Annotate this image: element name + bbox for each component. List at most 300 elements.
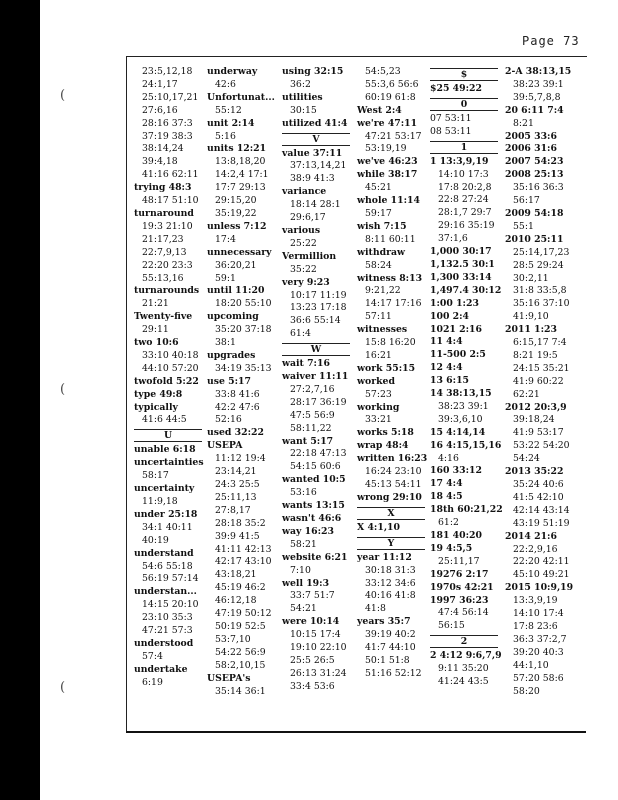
index-entry-continuation: 22:20 42:11 xyxy=(513,556,570,568)
index-entry-continuation: 39:5,7,8,8 xyxy=(513,91,561,103)
index-entry-continuation: 58:17 xyxy=(142,470,169,482)
index-entry-continuation: 35:16 36:3 xyxy=(513,182,564,194)
index-entry-continuation: 41:6 44:5 xyxy=(142,414,187,426)
index-entry-continuation: 56:19 57:14 xyxy=(142,573,199,585)
index-entry-continuation: 61:4 xyxy=(290,328,311,340)
index-entry-continuation: 19:10 22:10 xyxy=(290,642,347,654)
index-term: upcoming xyxy=(207,311,259,323)
index-term: 11 4:4 xyxy=(430,336,463,348)
index-entry-continuation: 57:11 xyxy=(365,311,392,323)
index-entry-continuation: 7:10 xyxy=(290,564,311,576)
index-entry-continuation: 8:21 xyxy=(513,117,534,129)
index-entry-continuation: 31:8 33:5,8 xyxy=(513,285,567,297)
index-entry-continuation: 52:16 xyxy=(215,414,242,426)
index-entry-continuation: 39:18,24 xyxy=(513,414,555,426)
index-term: 13 6:15 xyxy=(430,375,470,387)
index-entry-continuation: 56:17 xyxy=(513,195,540,207)
index-term: 2007 54:23 xyxy=(505,156,564,168)
index-term: wrong 29:10 xyxy=(357,491,422,503)
index-entry-continuation: 47:21 57:3 xyxy=(142,625,193,637)
index-entry-continuation: 21:17,23 xyxy=(142,233,184,245)
index-term: we're 47:11 xyxy=(357,117,418,129)
index-term: wait 7:16 xyxy=(282,358,330,370)
index-term: withdraw xyxy=(357,246,406,258)
index-term: USEPA xyxy=(207,440,243,452)
index-column xyxy=(282,66,354,694)
index-entry-continuation: 42:14 43:14 xyxy=(513,504,570,516)
index-entry-continuation: 41:9 60:22 xyxy=(513,375,564,387)
index-entry-continuation: 53:22 54:20 xyxy=(513,440,570,452)
index-entry-continuation: 10:15 17:4 xyxy=(290,629,341,641)
index-term: 2 4:12 9:6,7,9 xyxy=(430,650,502,662)
index-term: 17 4:4 xyxy=(430,478,463,490)
index-entry-continuation: 47:19 50:12 xyxy=(215,608,272,620)
index-entry-continuation: 36:3 37:2,7 xyxy=(513,633,567,645)
index-entry-continuation: 24:1,17 xyxy=(142,78,178,90)
index-entry-continuation: 26:13 31:24 xyxy=(290,667,347,679)
index-entry-continuation: 33:21 xyxy=(365,414,392,426)
index-entry-continuation: 21:21 xyxy=(142,298,169,310)
index-entry-continuation: 13:3,9,19 xyxy=(513,595,558,607)
index-entry-continuation: 33:10 40:18 xyxy=(142,349,199,361)
index-entry-continuation: 36:6 55:14 xyxy=(290,315,341,327)
index-entry-continuation: 47:4 56:14 xyxy=(438,607,489,619)
index-entry-continuation: 40:16 41:8 xyxy=(365,590,416,602)
index-entry-continuation: 41:5 42:10 xyxy=(513,491,564,503)
index-entry-continuation: 33:12 34:6 xyxy=(365,577,416,589)
index-entry-continuation: 22:8 27:24 xyxy=(438,194,489,206)
index-term: 2012 20:3,9 xyxy=(505,401,567,413)
index-term: 14 38:13,15 xyxy=(430,388,492,400)
index-entry-continuation: 39:20 40:3 xyxy=(513,646,564,658)
index-entry-continuation: 27:8,17 xyxy=(215,504,251,516)
index-entry-continuation: 33:7 51:7 xyxy=(290,590,335,602)
index-term: undertake xyxy=(134,663,188,675)
index-entry-continuation: 6:15,17 7:4 xyxy=(513,337,567,349)
index-term: 2009 54:18 xyxy=(505,207,564,219)
index-entry-continuation: 38:23 39:1 xyxy=(438,400,489,412)
index-section-header: 2 xyxy=(430,635,498,648)
index-section-header: 0 xyxy=(430,98,498,111)
index-term: 1 13:3,9,19 xyxy=(430,155,489,167)
index-term: unless 7:12 xyxy=(207,220,267,232)
index-entry-continuation: 43:19 51:19 xyxy=(513,517,570,529)
index-term: 2010 25:11 xyxy=(505,233,564,245)
index-entry-continuation: 54:6 55:18 xyxy=(142,560,193,572)
index-column xyxy=(134,66,206,690)
index-term: way 16:23 xyxy=(282,525,334,537)
index-term: utilized 41:4 xyxy=(282,117,348,129)
index-term: 1,132.5 30:1 xyxy=(430,258,495,270)
index-entry-continuation: 9:11 35:20 xyxy=(438,663,489,675)
index-term: units 12:21 xyxy=(207,143,267,155)
index-entry-continuation: 41:9,10 xyxy=(513,311,549,323)
index-entry-continuation: 41:11 42:13 xyxy=(215,543,272,555)
index-term: 2006 31:6 xyxy=(505,143,557,155)
index-entry-continuation: 25:5 26:5 xyxy=(290,654,335,666)
index-entry-continuation: 37:19 38:3 xyxy=(142,130,193,142)
index-term: upgrades xyxy=(207,349,256,361)
index-entry-continuation: 41:24 43:5 xyxy=(438,676,489,688)
index-entry-continuation: 61:2 xyxy=(438,517,459,529)
index-entry-continuation: 35:20 37:18 xyxy=(215,324,272,336)
index-entry-continuation: 29:16 35:19 xyxy=(438,220,495,232)
index-entry-continuation: 59:17 xyxy=(365,207,392,219)
index-entry-continuation: 42:17 43:10 xyxy=(215,556,272,568)
index-entry-continuation: 14:2,4 17:1 xyxy=(215,169,269,181)
index-entry-continuation: 25:11,17 xyxy=(438,555,480,567)
index-entry: 07 53:11 xyxy=(430,112,472,124)
index-term: waiver 11:11 xyxy=(282,371,349,383)
index-term: Twenty-five xyxy=(134,311,193,323)
index-entry-continuation: 17:8 20:2,8 xyxy=(438,181,492,193)
index-entry-continuation: 25:14,17,23 xyxy=(513,246,570,258)
index-term: 19 4:5,5 xyxy=(430,542,473,554)
index-term: understood xyxy=(134,637,194,649)
index-entry-continuation: 13:8,18,20 xyxy=(215,156,266,168)
index-term: Vermillion xyxy=(282,250,337,262)
index-entry-continuation: 40:19 xyxy=(142,534,169,546)
index-entry-continuation: 22:7,9,13 xyxy=(142,246,187,258)
index-term: various xyxy=(282,224,321,236)
index-entry-continuation: 55:12 xyxy=(215,104,242,116)
index-entry-continuation: 43:18,21 xyxy=(215,569,257,581)
index-entry-continuation: 17:8 23:6 xyxy=(513,620,558,632)
index-entry-continuation: 33:4 53:6 xyxy=(290,680,335,692)
index-entry-continuation: 27:6,16 xyxy=(142,104,178,116)
index-entry-continuation: 58:2,10,15 xyxy=(215,659,266,671)
index-entry-continuation: 23:5,12,18 xyxy=(142,66,193,77)
index-term: underway xyxy=(207,66,258,77)
index-term: unit 2:14 xyxy=(207,117,255,129)
index-entry-continuation: 37:1,6 xyxy=(438,233,468,245)
index-entry-continuation: 14:10 17:4 xyxy=(513,608,564,620)
index-entry-continuation: 14:17 17:16 xyxy=(365,298,422,310)
index-entry-continuation: 54:24 xyxy=(513,453,540,465)
index-entry-continuation: 58:24 xyxy=(365,259,392,271)
index-entry-continuation: 53:16 xyxy=(290,487,317,499)
index-entry-continuation: 29:15,20 xyxy=(215,195,257,207)
index-entry-continuation: 30:2,11 xyxy=(513,272,549,284)
index-entry-continuation: 9:21,22 xyxy=(365,285,401,297)
index-entry-continuation: 14:10 17:3 xyxy=(438,168,489,180)
bottom-rule xyxy=(126,731,586,733)
index-entry-continuation: 55:13,16 xyxy=(142,272,184,284)
index-entry-continuation: 6:19 xyxy=(142,676,163,688)
index-entry-continuation: 10:17 11:19 xyxy=(290,289,347,301)
index-term: 2013 35:22 xyxy=(505,466,564,478)
index-entry-continuation: 28:17 36:19 xyxy=(290,396,347,408)
index-entry-continuation: 41:7 44:10 xyxy=(365,642,416,654)
index-entry-continuation: 39:9 41:5 xyxy=(215,530,260,542)
index-term: utilities xyxy=(282,91,323,103)
index-entry-continuation: 41:8 xyxy=(365,603,386,615)
index-section-header: V xyxy=(282,133,350,146)
index-term: very 9:23 xyxy=(282,276,330,288)
index-term: were 10:14 xyxy=(282,616,340,628)
index-entry-continuation: 37:13,14,21 xyxy=(290,160,347,172)
index-column xyxy=(505,66,577,698)
index-term: work 55:15 xyxy=(357,362,416,374)
index-entry-continuation: 39:19 40:2 xyxy=(365,629,416,641)
index-term: wasn't 46:6 xyxy=(282,513,342,524)
index-section-header: X xyxy=(357,507,425,520)
index-term: while 38:17 xyxy=(357,169,418,181)
index-term: want 5:17 xyxy=(282,435,334,447)
binder-hole-mark: ( xyxy=(60,382,66,397)
index-entry-continuation: 36:2 xyxy=(290,78,311,90)
index-entry-continuation: 45:13 54:11 xyxy=(365,479,422,490)
index-entry-continuation: 16:21 xyxy=(365,349,392,361)
index-entry-continuation: 33:8 41:6 xyxy=(215,388,260,400)
index-term: understan... xyxy=(134,586,197,598)
index-entry-continuation: 23:14,21 xyxy=(215,466,257,478)
index-term: year 11:12 xyxy=(357,551,412,563)
index-term: until 11:20 xyxy=(207,285,265,297)
index-entry-continuation: 56:15 xyxy=(438,620,465,632)
index-term: understand xyxy=(134,547,194,559)
index-entry-continuation: 17:4 xyxy=(215,233,236,245)
index-entry-continuation: 30:18 31:3 xyxy=(365,564,416,576)
index-term: value 37:11 xyxy=(282,147,343,159)
index-term: whole 11:14 xyxy=(357,195,420,207)
index-entry-continuation: 50:19 52:5 xyxy=(215,620,266,632)
index-entry-continuation: 35:22 xyxy=(290,263,317,275)
index-entry: 08 53:11 xyxy=(430,125,472,137)
index-entry-continuation: 44:10 57:20 xyxy=(142,362,199,374)
index-section-header: W xyxy=(282,343,350,356)
binder-edge xyxy=(0,0,40,800)
index-term: works 5:18 xyxy=(357,427,414,439)
index-term: variance xyxy=(282,186,327,198)
index-term: 20 6:11 7:4 xyxy=(505,104,564,116)
index-entry-continuation: 45:19 46:2 xyxy=(215,582,266,594)
index-term: 12 4:4 xyxy=(430,362,463,374)
index-entry-continuation: 23:10 35:3 xyxy=(142,612,193,624)
index-term: 18 4:5 xyxy=(430,491,463,503)
index-term: type 49:8 xyxy=(134,388,183,400)
index-term: X 4:1,10 xyxy=(357,521,400,533)
index-entry-continuation: 54:15 60:6 xyxy=(290,461,341,473)
index-entry-continuation: 50:1 51:8 xyxy=(365,654,410,666)
index-term: wants 13:15 xyxy=(282,500,345,512)
index-entry-continuation: 55:3,6 56:6 xyxy=(365,78,419,90)
index-term: 1:00 1:23 xyxy=(430,297,479,309)
index-entry-continuation: 38:1 xyxy=(215,337,236,349)
index-entry-continuation: 39:3,6,10 xyxy=(438,413,483,425)
index-entry-continuation: 47:21 53:17 xyxy=(365,130,422,142)
index-entry-continuation: 53:7,10 xyxy=(215,633,251,645)
index-term: 2011 1:23 xyxy=(505,324,557,336)
index-entry-continuation: 35:14 36:1 xyxy=(215,685,266,697)
index-term: 18th 60:21,22 xyxy=(430,504,503,516)
index-entry-continuation: 38:23 39:1 xyxy=(513,78,564,90)
index-term: website 6:21 xyxy=(282,551,348,563)
index-entry-continuation: 35:24 40:6 xyxy=(513,479,564,490)
index-term: 2008 25:13 xyxy=(505,169,564,181)
index-entry-continuation: 44:1,10 xyxy=(513,659,549,671)
index-term: wrap 48:4 xyxy=(357,440,409,452)
index-term: written 16:23 xyxy=(357,453,428,465)
index-term: we've 46:23 xyxy=(357,156,418,168)
index-section-header: U xyxy=(134,429,202,442)
index-entry-continuation: 45:21 xyxy=(365,182,392,194)
index-entry-continuation: 14:15 20:10 xyxy=(142,599,199,611)
index-term: years 35:7 xyxy=(357,616,411,628)
index-entry-continuation: 62:21 xyxy=(513,388,540,400)
index-entry-continuation: 13:23 17:18 xyxy=(290,302,347,314)
index-entry-continuation: 8:11 60:11 xyxy=(365,233,416,245)
index-entry-continuation: 28:1,7 29:7 xyxy=(438,207,492,219)
index-entry-continuation: 45:10 49:21 xyxy=(513,569,570,581)
index-term: well 19:3 xyxy=(282,577,330,589)
index-entry-continuation: 29:11 xyxy=(142,324,169,336)
index-term: 1997 36:23 xyxy=(430,594,489,606)
index-entry-continuation: 46:12,18 xyxy=(215,595,257,607)
index-term: Unfortunat... xyxy=(207,91,275,103)
index-entry-continuation: 42:6 xyxy=(215,78,236,90)
index-entry-continuation: 28:18 35:2 xyxy=(215,517,266,529)
index-entry-continuation: 41:9 53:17 xyxy=(513,427,564,439)
index-column xyxy=(207,66,279,698)
index-term: 11-500 2:5 xyxy=(430,349,486,361)
index-entry-continuation: 47:5 56:9 xyxy=(290,409,335,421)
index-entry-continuation: 35:16 37:10 xyxy=(513,298,570,310)
index-term: 1,300 33:14 xyxy=(430,271,492,283)
index-term: USEPA's xyxy=(207,672,251,684)
index-entry-continuation: 18:14 28:1 xyxy=(290,199,341,211)
page-number: Page 73 xyxy=(522,34,580,48)
index-term: worked xyxy=(357,375,395,387)
index-entry-continuation: 5:16 xyxy=(215,130,236,142)
index-entry-continuation: 57:23 xyxy=(365,388,392,400)
index-term: turnaround xyxy=(134,207,194,219)
index-term: unnecessary xyxy=(207,246,272,258)
index-entry-continuation: 28:5 29:24 xyxy=(513,259,564,271)
index-entry-continuation: 22:18 47:13 xyxy=(290,448,347,460)
index-term: 19276 2:17 xyxy=(430,568,489,580)
index-term: uncertainty xyxy=(134,483,195,495)
index-term: turnarounds xyxy=(134,285,200,297)
index-entry-continuation: 29:6,17 xyxy=(290,212,326,224)
index-entry-continuation: 35:19,22 xyxy=(215,207,257,219)
index-entry-continuation: 59:1 xyxy=(215,272,236,284)
index-entry-continuation: 54:5,23 xyxy=(365,66,401,77)
index-entry-continuation: 42:2 47:6 xyxy=(215,401,260,413)
index-term: typically xyxy=(134,401,178,413)
index-entry-continuation: 22:20 23:3 xyxy=(142,259,193,271)
index-term: 1,000 30:17 xyxy=(430,246,492,258)
index-entry-continuation: 39:4,18 xyxy=(142,156,178,168)
index-entry-continuation: 57:4 xyxy=(142,650,163,662)
index-term: $25 49:22 xyxy=(430,83,482,94)
index-term: witnesses xyxy=(357,324,408,336)
binder-hole-mark: ( xyxy=(60,88,66,103)
index-entry-continuation: 30:15 xyxy=(290,104,317,116)
index-entry-continuation: 55:1 xyxy=(513,220,534,232)
index-entry-continuation: 48:17 51:10 xyxy=(142,195,199,207)
index-entry-continuation: 22:2,9,16 xyxy=(513,543,558,555)
index-entry-continuation: 18:20 55:10 xyxy=(215,298,272,310)
index-section-header: $ xyxy=(430,68,498,81)
index-entry-continuation: 8:21 19:5 xyxy=(513,349,558,361)
index-term: used 32:22 xyxy=(207,427,264,439)
index-entry-continuation: 54:22 56:9 xyxy=(215,646,266,658)
index-entry-continuation: 25:10,17,21 xyxy=(142,91,199,103)
index-entry-continuation: 36:20,21 xyxy=(215,259,257,271)
index-entry-continuation: 4:16 xyxy=(438,452,459,464)
index-entry-continuation: 28:16 37:3 xyxy=(142,117,193,129)
index-term: wanted 10:5 xyxy=(282,474,346,486)
index-term: trying 48:3 xyxy=(134,182,192,194)
index-term: working xyxy=(357,401,400,413)
index-column xyxy=(357,66,429,681)
index-term: using 32:15 xyxy=(282,66,344,77)
index-entry-continuation: 19:3 21:10 xyxy=(142,220,193,232)
index-term: 181 40:20 xyxy=(430,530,482,541)
index-entry-continuation: 16:24 23:10 xyxy=(365,466,422,478)
index-entry-continuation: 51:16 52:12 xyxy=(365,667,422,679)
index-entry-continuation: 38:9 41:3 xyxy=(290,173,335,185)
index-entry-continuation: 11:9,18 xyxy=(142,496,178,507)
index-term: 160 33:12 xyxy=(430,465,482,477)
index-term: 16 4:15,15,16 xyxy=(430,439,502,451)
index-entry-continuation: 41:16 62:11 xyxy=(142,169,199,181)
index-term: unable 6:18 xyxy=(134,444,196,456)
index-term: twofold 5:22 xyxy=(134,375,199,387)
index-term: 2014 21:6 xyxy=(505,530,557,542)
index-term: witness 8:13 xyxy=(357,272,423,284)
index-section-header: 1 xyxy=(430,141,498,154)
index-entry-continuation: 57:20 58:6 xyxy=(513,672,564,684)
index-entry-continuation: 25:22 xyxy=(290,237,317,249)
index-term: two 10:6 xyxy=(134,337,179,349)
index-entry-continuation: 54:21 xyxy=(290,603,317,615)
index-term: 2015 10:9,19 xyxy=(505,582,574,594)
index-column xyxy=(430,66,502,689)
index-entry-continuation: 38:14,24 xyxy=(142,143,184,155)
index-entry-continuation: 58:21 xyxy=(290,538,317,550)
index-term: 2005 33:6 xyxy=(505,130,557,142)
index-entry-continuation: 15:8 16:20 xyxy=(365,337,416,349)
index-entry-continuation: 25:11,13 xyxy=(215,491,257,503)
index-term: 1,497.4 30:12 xyxy=(430,284,502,296)
index-entry-continuation: 58:11,22 xyxy=(290,422,332,434)
index-entry-continuation: 17:7 29:13 xyxy=(215,182,266,194)
index-term: 1970s 42:21 xyxy=(430,581,494,593)
index-term: wish 7:15 xyxy=(357,220,407,232)
index-term: use 5:17 xyxy=(207,375,251,387)
index-entry-continuation: 34:1 40:11 xyxy=(142,521,193,533)
index-entry-continuation: 24:15 35:21 xyxy=(513,362,570,374)
index-entry-continuation: 24:3 25:5 xyxy=(215,479,260,490)
index-term: West 2:4 xyxy=(357,104,402,116)
index-entry-continuation: 27:2,7,16 xyxy=(290,383,335,395)
index-entry-continuation: 34:19 35:13 xyxy=(215,362,272,374)
binder-hole-mark: ( xyxy=(60,680,66,695)
index-entry-continuation: 11:12 19:4 xyxy=(215,453,266,465)
index-section-header: Y xyxy=(357,537,425,550)
index-entry-continuation: 58:20 xyxy=(513,685,540,697)
index-entry-continuation: 53:19,19 xyxy=(365,143,407,155)
index-term: uncertainties xyxy=(134,457,204,469)
index-term: under 25:18 xyxy=(134,508,198,520)
index-entry-continuation: 60:19 61:8 xyxy=(365,91,416,103)
index-term: 15 4:14,14 xyxy=(430,426,486,438)
index-term: 100 2:4 xyxy=(430,310,470,322)
index-term: 1021 2:16 xyxy=(430,323,482,335)
index-term: 2-A 38:13,15 xyxy=(505,66,572,77)
